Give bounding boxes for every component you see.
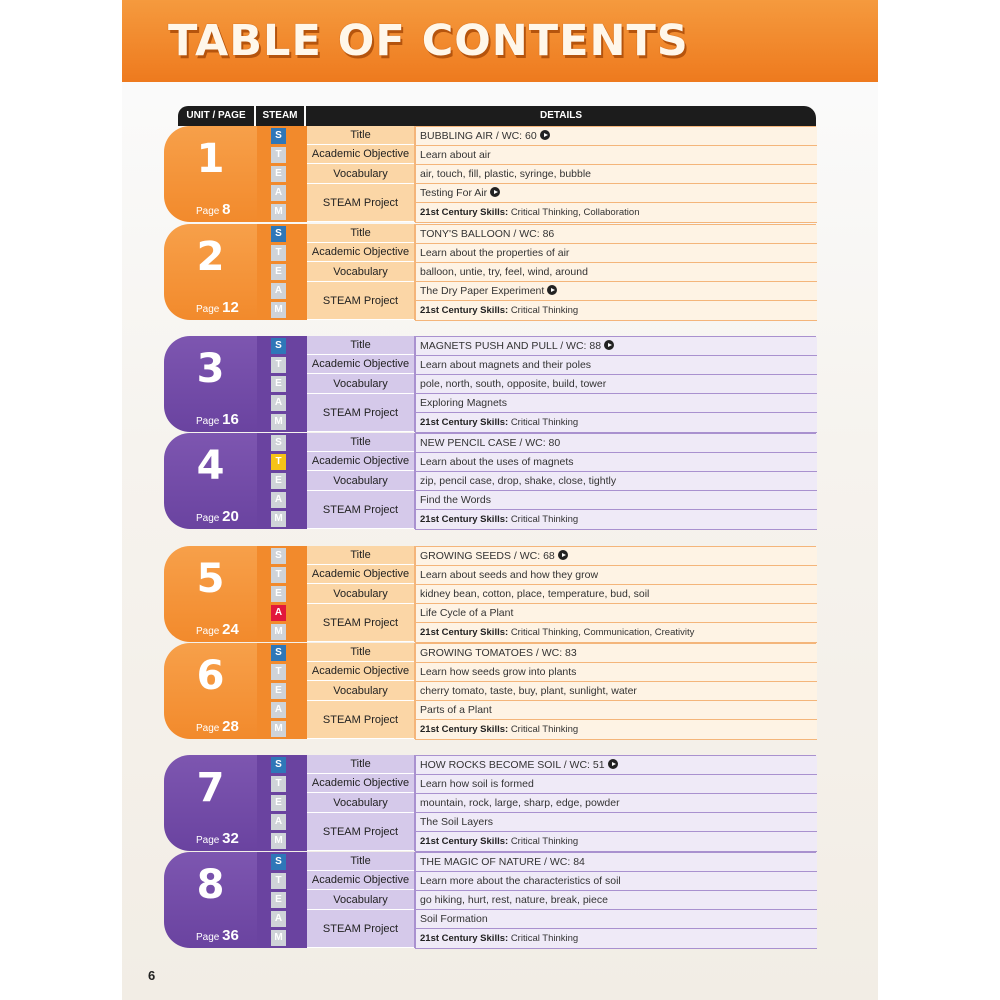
unit-tab xyxy=(164,755,257,851)
label-objective: Academic Objective xyxy=(307,145,414,164)
detail-column xyxy=(414,643,816,739)
unit-title-row xyxy=(415,337,817,356)
label-vocabulary: Vocabulary xyxy=(307,681,414,701)
label-vocabulary: Vocabulary xyxy=(307,890,414,910)
unit-vocabulary-row xyxy=(415,165,817,184)
unit-project: Testing For Air xyxy=(420,187,488,199)
skills-prefix: 21st Century Skills: xyxy=(420,207,509,218)
unit-objective: Learn about the properties of air xyxy=(420,247,570,259)
skills-prefix: 21st Century Skills: xyxy=(420,417,509,428)
page-word: Page xyxy=(196,723,220,734)
steam-column xyxy=(257,224,307,320)
unit-page xyxy=(196,201,230,218)
skills-prefix: 21st Century Skills: xyxy=(420,305,509,316)
steam-letter-m: M xyxy=(271,721,286,737)
steam-letter-e: E xyxy=(271,795,286,811)
unit-project: Parts of a Plant xyxy=(420,704,492,716)
steam-letter-s: S xyxy=(271,854,286,870)
steam-letter-s: S xyxy=(271,548,286,564)
steam-letter-t: T xyxy=(271,147,286,163)
label-column xyxy=(307,126,414,222)
unit-project-row xyxy=(415,701,817,720)
unit-row xyxy=(164,336,816,432)
steam-letter-s: S xyxy=(271,435,286,451)
unit-page-number: 24 xyxy=(222,621,239,638)
page-title: TABLE OF CONTENTS xyxy=(168,16,689,66)
unit-vocabulary: kidney bean, cotton, place, temperature, bud, soil xyxy=(420,588,650,600)
unit-vocabulary: balloon, untie, try, feel, wind, around xyxy=(420,266,588,278)
play-icon[interactable] xyxy=(540,130,550,140)
unit-project-row xyxy=(415,184,817,203)
unit-number: 7 xyxy=(196,765,225,811)
steam-letter-e: E xyxy=(271,264,286,280)
skills-value: Critical Thinking xyxy=(510,305,579,316)
unit-tab xyxy=(164,224,257,320)
unit-title: THE MAGIC OF NATURE / WC: 84 xyxy=(420,856,585,868)
unit-page-number: 28 xyxy=(222,718,239,735)
unit-project-row xyxy=(415,910,817,929)
unit-number: 6 xyxy=(196,653,225,699)
unit-page-number: 12 xyxy=(222,299,239,316)
unit-objective: Learn how seeds grow into plants xyxy=(420,666,577,678)
steam-letter-a: A xyxy=(271,702,286,718)
detail-column xyxy=(414,126,816,222)
unit-objective: Learn about seeds and how they grow xyxy=(420,569,599,581)
page-word: Page xyxy=(196,626,220,637)
unit-objective-row xyxy=(415,663,817,682)
steam-letter-a: A xyxy=(271,911,286,927)
unit-vocabulary-row xyxy=(415,682,817,701)
title-banner xyxy=(122,0,878,82)
label-objective: Academic Objective xyxy=(307,452,414,471)
steam-letter-e: E xyxy=(271,473,286,489)
steam-column xyxy=(257,126,307,222)
page xyxy=(122,0,878,1000)
steam-letter-e: E xyxy=(271,586,286,602)
skills-row xyxy=(415,301,817,321)
unit-objective: Learn more about the characteristics of soil xyxy=(420,875,621,887)
page-word: Page xyxy=(196,835,220,846)
steam-letter-e: E xyxy=(271,166,286,182)
steam-letter-a: A xyxy=(271,605,286,621)
header-unit-page: UNIT / PAGE xyxy=(178,106,254,126)
unit-title: GROWING TOMATOES / WC: 83 xyxy=(420,647,577,659)
unit-title: HOW ROCKS BECOME SOIL / WC: 51 xyxy=(420,759,605,771)
unit-title: NEW PENCIL CASE / WC: 80 xyxy=(420,437,561,449)
unit-project: The Dry Paper Experiment xyxy=(420,285,545,297)
header-steam: STEAM xyxy=(256,106,304,126)
detail-column xyxy=(414,546,816,642)
label-column xyxy=(307,643,414,739)
unit-project: Life Cycle of a Plant xyxy=(420,607,514,619)
unit-objective-row xyxy=(415,566,817,585)
skills-value: Critical Thinking xyxy=(510,417,579,428)
unit-project: Exploring Magnets xyxy=(420,397,507,409)
skills-row xyxy=(415,832,817,852)
label-title: Title xyxy=(307,852,414,871)
steam-letter-a: A xyxy=(271,814,286,830)
label-title: Title xyxy=(307,643,414,662)
unit-tab xyxy=(164,546,257,642)
steam-letter-e: E xyxy=(271,683,286,699)
unit-number: 2 xyxy=(196,234,225,280)
steam-letter-a: A xyxy=(271,492,286,508)
unit-project: Soil Formation xyxy=(420,913,488,925)
unit-row xyxy=(164,224,816,320)
label-column xyxy=(307,852,414,948)
detail-column xyxy=(414,336,816,432)
skills-row xyxy=(415,720,817,740)
steam-column xyxy=(257,336,307,432)
unit-title-row xyxy=(415,225,817,244)
unit-number: 4 xyxy=(196,443,225,489)
label-vocabulary: Vocabulary xyxy=(307,374,414,394)
unit-number: 1 xyxy=(196,136,225,182)
label-objective: Academic Objective xyxy=(307,355,414,374)
label-project: STEAM Project xyxy=(307,282,414,320)
unit-title-row xyxy=(415,127,817,146)
label-project: STEAM Project xyxy=(307,604,414,642)
steam-column xyxy=(257,433,307,529)
page-word: Page xyxy=(196,304,220,315)
unit-page xyxy=(196,621,239,638)
label-project: STEAM Project xyxy=(307,491,414,529)
label-objective: Academic Objective xyxy=(307,871,414,890)
steam-letter-t: T xyxy=(271,567,286,583)
skills-value: Critical Thinking, Collaboration xyxy=(510,207,640,218)
skills-prefix: 21st Century Skills: xyxy=(420,627,509,638)
label-objective: Academic Objective xyxy=(307,565,414,584)
unit-page xyxy=(196,830,239,847)
unit-title-row xyxy=(415,434,817,453)
unit-number: 5 xyxy=(196,556,225,602)
unit-objective: Learn about the uses of magnets xyxy=(420,456,574,468)
unit-vocabulary: air, touch, fill, plastic, syringe, bubble xyxy=(420,168,592,180)
steam-letter-m: M xyxy=(271,302,286,318)
unit-objective: Learn about magnets and their poles xyxy=(420,359,592,371)
steam-letter-s: S xyxy=(271,128,286,144)
label-vocabulary: Vocabulary xyxy=(307,584,414,604)
unit-vocabulary-row xyxy=(415,472,817,491)
skills-value: Critical Thinking xyxy=(510,836,579,847)
skills-value: Critical Thinking, Communication, Creativity xyxy=(510,627,695,638)
unit-project-row xyxy=(415,394,817,413)
play-icon[interactable] xyxy=(604,340,614,350)
unit-title-row xyxy=(415,853,817,872)
table-header xyxy=(178,106,816,126)
detail-column xyxy=(414,224,816,320)
unit-row xyxy=(164,852,816,948)
unit-title: MAGNETS PUSH AND PULL / WC: 88 xyxy=(420,340,602,352)
unit-vocabulary: zip, pencil case, drop, shake, close, tightly xyxy=(420,475,617,487)
steam-letter-t: T xyxy=(271,357,286,373)
unit-page xyxy=(196,411,239,428)
label-project: STEAM Project xyxy=(307,813,414,851)
play-icon[interactable] xyxy=(608,759,618,769)
unit-number: 3 xyxy=(196,346,225,392)
unit-tab xyxy=(164,433,257,529)
skills-row xyxy=(415,929,817,949)
steam-letter-m: M xyxy=(271,624,286,640)
skills-value: Critical Thinking xyxy=(510,514,579,525)
play-icon[interactable] xyxy=(490,187,500,197)
unit-tab xyxy=(164,852,257,948)
skills-prefix: 21st Century Skills: xyxy=(420,514,509,525)
label-title: Title xyxy=(307,224,414,243)
unit-objective-row xyxy=(415,146,817,165)
steam-letter-a: A xyxy=(271,395,286,411)
unit-objective-row xyxy=(415,244,817,263)
skills-row xyxy=(415,623,817,643)
label-objective: Academic Objective xyxy=(307,243,414,262)
unit-objective-row xyxy=(415,356,817,375)
unit-tab xyxy=(164,126,257,222)
steam-column xyxy=(257,755,307,851)
unit-title-row xyxy=(415,547,817,566)
play-icon[interactable] xyxy=(558,550,568,560)
steam-column xyxy=(257,643,307,739)
unit-page-number: 32 xyxy=(222,830,239,847)
detail-column xyxy=(414,433,816,529)
label-title: Title xyxy=(307,336,414,355)
unit-row xyxy=(164,755,816,851)
unit-objective: Learn how soil is formed xyxy=(420,778,534,790)
unit-project: Find the Words xyxy=(420,494,492,506)
label-column xyxy=(307,433,414,529)
unit-vocabulary-row xyxy=(415,375,817,394)
unit-title-row xyxy=(415,644,817,663)
steam-letter-m: M xyxy=(271,204,286,220)
unit-page-number: 16 xyxy=(222,411,239,428)
unit-project-row xyxy=(415,813,817,832)
label-title: Title xyxy=(307,755,414,774)
unit-row xyxy=(164,433,816,529)
unit-tab xyxy=(164,643,257,739)
unit-objective: Learn about air xyxy=(420,149,491,161)
steam-letter-t: T xyxy=(271,454,286,470)
unit-page xyxy=(196,718,239,735)
skills-prefix: 21st Century Skills: xyxy=(420,724,509,735)
unit-page xyxy=(196,927,239,944)
label-column xyxy=(307,755,414,851)
detail-column xyxy=(414,755,816,851)
unit-title: TONY'S BALLOON / WC: 86 xyxy=(420,228,555,240)
unit-page xyxy=(196,299,239,316)
steam-letter-m: M xyxy=(271,414,286,430)
unit-project-row xyxy=(415,604,817,623)
steam-letter-s: S xyxy=(271,757,286,773)
steam-letter-t: T xyxy=(271,664,286,680)
unit-vocabulary: cherry tomato, taste, buy, plant, sunlight, water xyxy=(420,685,637,697)
unit-objective-row xyxy=(415,872,817,891)
page-word: Page xyxy=(196,513,220,524)
unit-number: 8 xyxy=(196,862,225,908)
steam-column xyxy=(257,852,307,948)
steam-letter-t: T xyxy=(271,873,286,889)
steam-letter-m: M xyxy=(271,511,286,527)
skills-row xyxy=(415,413,817,433)
unit-row xyxy=(164,126,816,222)
unit-title: GROWING SEEDS / WC: 68 xyxy=(420,550,555,562)
steam-letter-s: S xyxy=(271,338,286,354)
skills-row xyxy=(415,510,817,530)
unit-objective-row xyxy=(415,775,817,794)
label-project: STEAM Project xyxy=(307,184,414,222)
page-number: 6 xyxy=(148,968,156,983)
steam-letter-m: M xyxy=(271,930,286,946)
label-objective: Academic Objective xyxy=(307,662,414,681)
steam-letter-a: A xyxy=(271,185,286,201)
play-icon[interactable] xyxy=(547,285,557,295)
unit-page-number: 8 xyxy=(222,201,231,218)
page-word: Page xyxy=(196,206,220,217)
page-word: Page xyxy=(196,932,220,943)
unit-page xyxy=(196,508,239,525)
label-project: STEAM Project xyxy=(307,701,414,739)
steam-letter-t: T xyxy=(271,245,286,261)
unit-project-row xyxy=(415,282,817,301)
unit-project: The Soil Layers xyxy=(420,816,493,828)
unit-vocabulary: go hiking, hurt, rest, nature, break, piece xyxy=(420,894,608,906)
label-project: STEAM Project xyxy=(307,910,414,948)
steam-letter-e: E xyxy=(271,892,286,908)
unit-page-number: 36 xyxy=(222,927,239,944)
unit-vocabulary-row xyxy=(415,891,817,910)
label-vocabulary: Vocabulary xyxy=(307,793,414,813)
unit-row xyxy=(164,546,816,642)
page-word: Page xyxy=(196,416,220,427)
header-details: DETAILS xyxy=(306,106,816,126)
label-column xyxy=(307,336,414,432)
unit-project-row xyxy=(415,491,817,510)
steam-letter-s: S xyxy=(271,226,286,242)
label-objective: Academic Objective xyxy=(307,774,414,793)
unit-vocabulary-row xyxy=(415,794,817,813)
steam-letter-a: A xyxy=(271,283,286,299)
label-vocabulary: Vocabulary xyxy=(307,164,414,184)
unit-vocabulary-row xyxy=(415,585,817,604)
unit-title: BUBBLING AIR / WC: 60 xyxy=(420,130,537,142)
unit-vocabulary: pole, north, south, opposite, build, tower xyxy=(420,378,607,390)
label-column xyxy=(307,546,414,642)
unit-vocabulary-row xyxy=(415,263,817,282)
unit-page-number: 20 xyxy=(222,508,239,525)
skills-prefix: 21st Century Skills: xyxy=(420,933,509,944)
unit-tab xyxy=(164,336,257,432)
steam-letter-e: E xyxy=(271,376,286,392)
skills-value: Critical Thinking xyxy=(510,933,579,944)
unit-row xyxy=(164,643,816,739)
steam-letter-s: S xyxy=(271,645,286,661)
label-column xyxy=(307,224,414,320)
unit-title-row xyxy=(415,756,817,775)
label-vocabulary: Vocabulary xyxy=(307,471,414,491)
label-vocabulary: Vocabulary xyxy=(307,262,414,282)
label-title: Title xyxy=(307,433,414,452)
detail-column xyxy=(414,852,816,948)
steam-letter-m: M xyxy=(271,833,286,849)
steam-column xyxy=(257,546,307,642)
steam-letter-t: T xyxy=(271,776,286,792)
unit-objective-row xyxy=(415,453,817,472)
skills-row xyxy=(415,203,817,223)
label-project: STEAM Project xyxy=(307,394,414,432)
unit-vocabulary: mountain, rock, large, sharp, edge, powder xyxy=(420,797,620,809)
label-title: Title xyxy=(307,126,414,145)
skills-prefix: 21st Century Skills: xyxy=(420,836,509,847)
label-title: Title xyxy=(307,546,414,565)
skills-value: Critical Thinking xyxy=(510,724,579,735)
